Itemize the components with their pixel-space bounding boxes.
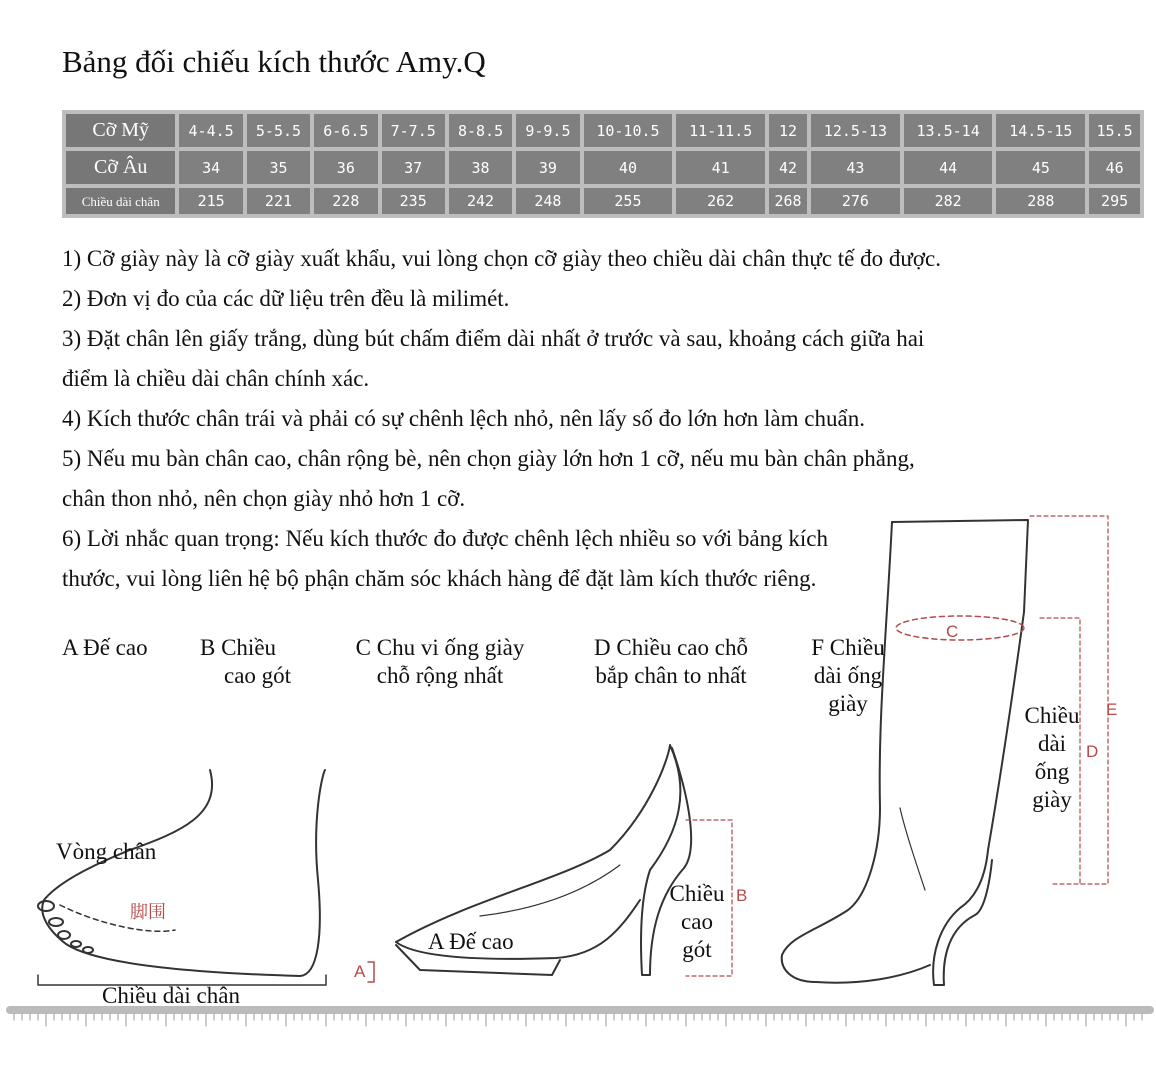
legend-f-line2: dài ống — [813, 663, 883, 688]
letter-c: C — [946, 622, 959, 641]
note-5-continued: chân thon nhỏ, nên chọn giày nhỏ hơn 1 cỡ. — [62, 486, 466, 511]
length-cell: 255 — [584, 188, 673, 214]
legend-d — [566, 634, 776, 690]
heel-line2: cao — [681, 909, 713, 934]
legend-c-line1: C Chu vi ống giày — [355, 635, 525, 660]
legend-f-line3: giày — [828, 691, 868, 716]
letter-a: A — [354, 962, 366, 981]
us-cell: 5-5.5 — [247, 114, 310, 147]
length-cell: 262 — [676, 188, 765, 214]
eu-cell: 34 — [179, 151, 242, 184]
boot-line1: Chiều — [1024, 703, 1080, 728]
us-cell: 10-10.5 — [584, 114, 673, 147]
eu-cell: 44 — [904, 151, 993, 184]
legend-a: A Đế cao — [62, 635, 148, 660]
note-2: 2) Đơn vị đo của các dữ liệu trên đều là milimét. — [62, 286, 510, 311]
eu-cell: 36 — [314, 151, 377, 184]
us-cell: 12 — [769, 114, 807, 147]
legend-b-line1: B Chiều — [200, 635, 277, 660]
legend-b — [200, 634, 291, 690]
us-cell: 14.5-15 — [996, 114, 1085, 147]
label-vong-chan: Vòng chân — [56, 839, 157, 864]
row-header-foot-length: Chiều dài chân — [66, 188, 175, 214]
note-6-continued: thước, vui lòng liên hệ bộ phận chăm sóc khách hàng để đặt làm kích thước riêng. — [62, 566, 817, 591]
heel-line1: Chiều — [669, 881, 725, 906]
foot-outline — [42, 770, 325, 976]
length-cell: 228 — [314, 188, 377, 214]
us-cell: 9-9.5 — [516, 114, 579, 147]
us-cell: 4-4.5 — [179, 114, 242, 147]
note-6: 6) Lời nhắc quan trọng: Nếu kích thước đo được chênh lệch nhiều so với bảng kích — [62, 526, 828, 551]
length-cell: 276 — [811, 188, 900, 214]
letter-e: E — [1106, 700, 1118, 719]
length-cell: 242 — [449, 188, 512, 214]
legend-c — [340, 634, 540, 690]
eu-cell: 45 — [996, 151, 1085, 184]
legend-d-line1: D Chiều cao chỗ — [594, 635, 748, 660]
length-cell: 282 — [904, 188, 993, 214]
eu-cell: 37 — [382, 151, 445, 184]
us-cell: 11-11.5 — [676, 114, 765, 147]
us-cell: 12.5-13 — [811, 114, 900, 147]
heel-line3: gót — [682, 937, 712, 962]
length-cell: 288 — [996, 188, 1085, 214]
eu-cell: 41 — [676, 151, 765, 184]
ruler — [10, 1010, 1150, 1026]
note-4: 4) Kích thước chân trái và phải có sự chênh lệch nhỏ, nên lấy số đo lớn hơn làm chuẩn. — [62, 406, 865, 431]
legend-d-line2: bắp chân to nhất — [595, 663, 747, 688]
boot-outline — [892, 520, 1028, 985]
boot-line4: giày — [1032, 787, 1072, 812]
row-header-us: Cỡ Mỹ — [66, 114, 175, 147]
boot-circumference-ellipse — [896, 616, 1024, 640]
eu-cell: 40 — [584, 151, 673, 184]
eu-cell: 43 — [811, 151, 900, 184]
page-title: Bảng đối chiếu kích thước Amy.Q — [62, 44, 486, 79]
length-cell: 248 — [516, 188, 579, 214]
legend-b-line2: cao gót — [224, 663, 292, 688]
eu-cell: 39 — [516, 151, 579, 184]
eu-cell: 38 — [449, 151, 512, 184]
note-5: 5) Nếu mu bàn chân cao, chân rộng bè, nên chọn giày lớn hơn 1 cỡ, nếu mu bàn chân phẳng, — [62, 446, 915, 471]
row-header-eu: Cỡ Âu — [66, 151, 175, 184]
note-3-continued: điểm là chiều dài chân chính xác. — [62, 366, 370, 391]
legend-f-line1: F Chiều — [811, 635, 885, 660]
eu-cell: 46 — [1089, 151, 1140, 184]
eu-cell: 35 — [247, 151, 310, 184]
legend-f — [798, 634, 898, 718]
letter-b: B — [736, 886, 748, 905]
us-cell: 6-6.5 — [314, 114, 377, 147]
length-cell: 295 — [1089, 188, 1140, 214]
length-cell: 235 — [382, 188, 445, 214]
us-cell: 15.5 — [1089, 114, 1140, 147]
letter-d: D — [1086, 742, 1099, 761]
note-3: 3) Đặt chân lên giấy trắng, dùng bút chấm điểm dài nhất ở trước và sau, khoảng cách giữa hai — [62, 326, 925, 351]
us-cell: 13.5-14 — [904, 114, 993, 147]
boot-line2: dài — [1037, 731, 1067, 756]
us-cell: 7-7.5 — [382, 114, 445, 147]
label-heel-height — [662, 880, 732, 964]
us-cell: 8-8.5 — [449, 114, 512, 147]
boot-line3: ống — [1034, 759, 1070, 784]
note-1: 1) Cỡ giày này là cỡ giày xuất khẩu, vui lòng chọn cỡ giày theo chiều dài chân thực tế đo được. — [62, 246, 941, 271]
eu-cell: 42 — [769, 151, 807, 184]
length-cell: 221 — [247, 188, 310, 214]
label-boot-shaft-length — [1014, 702, 1090, 814]
foot-stamp: 脚围 — [130, 902, 166, 922]
label-chieu-dai-chan: Chiều dài chân — [102, 983, 240, 1008]
label-a-de-cao: A Đế cao — [428, 929, 514, 954]
length-cell: 215 — [179, 188, 242, 214]
legend-c-line2: chỗ rộng nhất — [376, 663, 504, 688]
length-cell: 268 — [769, 188, 807, 214]
